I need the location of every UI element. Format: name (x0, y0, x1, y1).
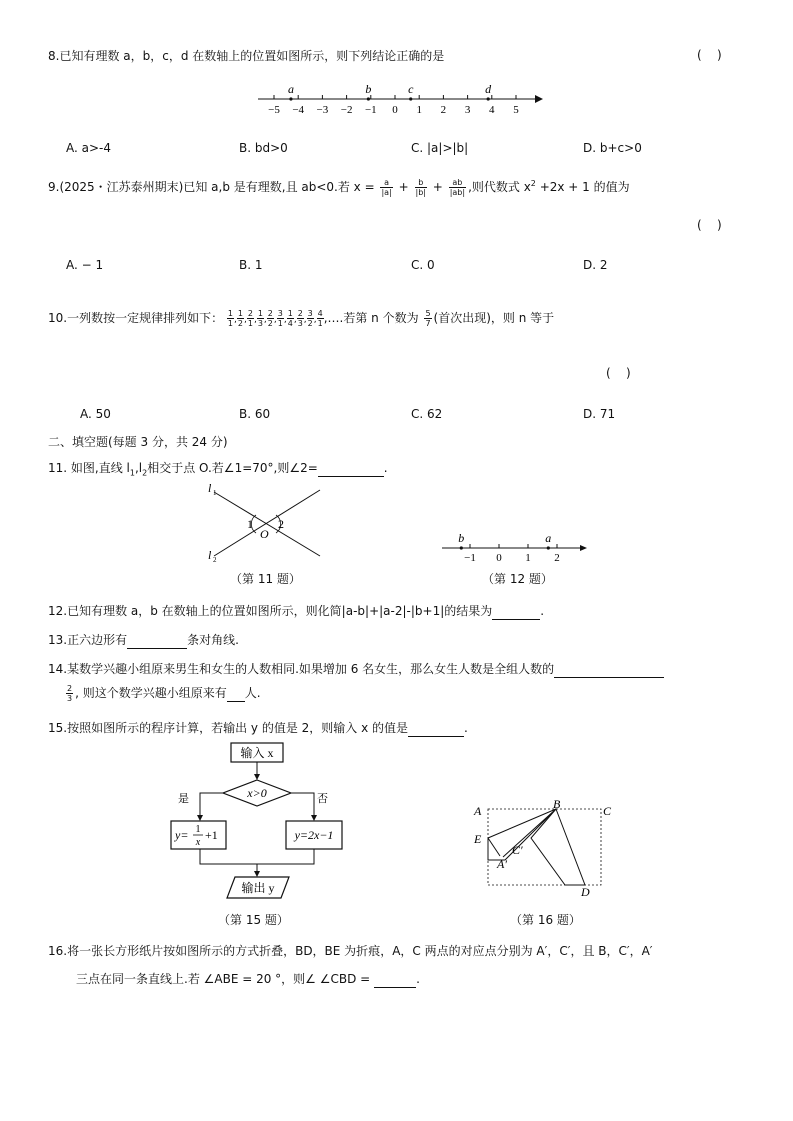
q10-seq-frac: $\frac{1}{4}$ (287, 309, 293, 328)
q13-post: 条对角线. (187, 633, 239, 647)
q14-stem-text: 14.某数学兴趣小组原来男生和女生的人数相同.如果增加 6 名女生，那么女生人数是全组人数的 (48, 662, 555, 676)
q10-target-frac: $\frac{5}{7}$ (425, 309, 431, 328)
q14-post: , 则这个数学兴趣小组原来有 (75, 686, 227, 700)
q10-option-b: B. 60 (239, 407, 271, 421)
q8-points (288, 82, 492, 101)
q11-label-l2: l (208, 548, 212, 562)
flow-left-post: +1 (205, 828, 218, 842)
q9-stem (48, 176, 630, 197)
q10-option-a: A. 50 (80, 407, 111, 421)
flow-merge (200, 849, 314, 864)
q14-frac: $\frac{2}{3}$ (67, 684, 73, 703)
q13-stem-text: 13.正六边形有 (48, 633, 128, 647)
q8-tick-label: −4 (292, 104, 305, 116)
q8-point-c (409, 97, 412, 100)
q12-caption: （第 12 题） (482, 572, 553, 586)
flow-yes-branch (200, 793, 223, 819)
q8-point-a (289, 97, 292, 100)
q15-end: . (464, 721, 468, 735)
q10-answer-paren: ( ) (606, 366, 631, 380)
q8-tick-label: −3 (316, 104, 329, 116)
q9-frac-2: $\frac{b}{|b|}$ (415, 178, 426, 197)
q16-figure (465, 795, 625, 905)
q10-seq-frac: $\frac{2}{3}$ (297, 309, 303, 328)
q8-tick-label: 1 (416, 104, 422, 116)
q16-line-2-text: 三点在同一条直线上.若 ∠ABE = 20 °，则∠ ∠CBD = (76, 972, 371, 986)
q15-caption: （第 15 题） (218, 913, 289, 927)
q16-line-ba (503, 809, 556, 857)
q11-end: . (383, 461, 388, 475)
q12-point-a (547, 546, 550, 549)
q11-label-l1-sub: 1 (213, 489, 217, 497)
q8-point-label: a (287, 82, 294, 96)
q8-tick-label: 4 (489, 104, 495, 116)
q8-point-label: d (485, 82, 492, 96)
flow-left-pre: y= (175, 828, 189, 842)
q9-answer-paren: ( ) (697, 218, 722, 232)
q11-stem (48, 460, 388, 481)
q9-option-a: A. − 1 (66, 258, 104, 272)
q8-tick-label: 3 (464, 104, 471, 116)
q9-option-d: D. 2 (583, 258, 608, 272)
q8-tick-label: 2 (440, 104, 447, 116)
q14-answer-blank-1[interactable] (554, 661, 664, 678)
q9-option-c: C. 0 (411, 258, 435, 272)
q8-option-c: C. |a|>|b| (411, 141, 469, 155)
q10-stem-post: (首次出现)，则 n 等于 (433, 311, 555, 325)
q10-sequence: $\frac{1}{1}$ , $\frac{1}{2}$ , $\frac{2}{1}$ , $\frac{1}{3}$ , $\frac{2}{2}$ , $\frac{3}{1}$ , $\frac{1}{4}$ , $\frac{2}{3}$ , $\frac{3}{2}$ , $\frac{4}{1}$ (227, 309, 323, 328)
q11-label-angle1: 1 (247, 517, 253, 531)
q15-stem-text: 15.按照如图所示的程序计算，若输出 y 的值是 2，则输入 x 的值是 (48, 721, 408, 735)
q8-tick-label: 0 (392, 104, 398, 116)
q16-stem: 16.将一张长方形纸片按如图所示的方式折叠，BD，BE 为折痕，A，C 两点的对应点分别为 A′，C′，且 B，C′，A′ (48, 944, 653, 958)
q10-seq-frac: $\frac{2}{1}$ (247, 309, 253, 328)
flow-condition-label: x>0 (247, 786, 267, 800)
q14-stem (48, 661, 664, 678)
q12-points (458, 531, 551, 550)
flow-left-num: 1 (195, 824, 201, 835)
q16-fold-cbd (531, 809, 585, 885)
q16-label-b: B (553, 797, 561, 811)
q11-label-l1: l (208, 481, 212, 495)
q11-sub1: 1 (129, 468, 135, 478)
q10-seq-frac: $\frac{1}{2}$ (237, 309, 243, 328)
q8-tick-label: −2 (340, 104, 353, 116)
q10-seq-frac: $\frac{3}{1}$ (277, 309, 283, 328)
q8-option-b: B. bd>0 (239, 141, 288, 155)
flow-input-label: 输入 x (240, 746, 274, 760)
q10-stem (48, 309, 554, 328)
q10-seq-frac: $\frac{1}{3}$ (257, 309, 263, 328)
q9-option-b: B. 1 (239, 258, 263, 272)
q16-label-a-prime: A′ (497, 857, 507, 871)
q8-point-label: b (365, 82, 372, 96)
q12-stem (48, 603, 544, 620)
q10-seq-frac: $\frac{2}{2}$ (267, 309, 273, 328)
q16-label-a: A (474, 804, 482, 818)
q12-tick-label: 1 (525, 552, 531, 564)
q11-comma: ,l (134, 461, 143, 475)
q8-point-label: c (408, 82, 414, 96)
q12-number-line (440, 530, 590, 566)
q15-answer-blank[interactable] (408, 720, 464, 737)
q12-point-label: b (458, 531, 465, 545)
q9-stem-post-b: +2x + 1 的值为 (535, 180, 630, 194)
q8-axis-arrow (535, 95, 543, 103)
q16-caption: （第 16 题） (510, 913, 581, 927)
q16-label-c-prime: C′ (512, 843, 523, 857)
q12-point-b (460, 546, 463, 549)
q12-tick-label: 0 (496, 552, 502, 564)
q9-frac-3: $\frac{ab}{|ab|}$ (449, 178, 466, 197)
flow-no-label: 否 (317, 793, 328, 805)
q8-option-a: A. a>-4 (66, 141, 111, 155)
q16-label-d: D (581, 885, 590, 899)
q8-option-d: D. b+c>0 (583, 141, 642, 155)
q12-tick-label: −1 (464, 552, 476, 564)
flow-left-den: x (195, 837, 201, 848)
q16-label-e: E (474, 832, 482, 846)
q10-stem-pre: 10.一列数按一定规律排列如下： (48, 311, 224, 325)
q10-option-c: C. 62 (411, 407, 443, 421)
q11-label-o: O (260, 527, 269, 541)
q14-end: 人. (244, 686, 261, 700)
q15-stem (48, 720, 468, 737)
q10-stem-mid: ,….若第 n 个数为 (323, 311, 419, 325)
q16-label-c: C (603, 804, 612, 818)
q9-stem-pre: 9.(2025・江苏泰州期末)已知 a,b 是有理数,且 ab<0.若 x = (48, 180, 375, 194)
q12-answer-blank[interactable] (492, 603, 540, 620)
q8-tick-label: −5 (268, 104, 280, 116)
q14-line-2 (64, 684, 261, 703)
q11-sub2: 2 (142, 468, 148, 478)
q8-answer-paren: ( ) (697, 48, 722, 62)
q8-point-b (367, 97, 370, 100)
q9-plus-1: + (398, 180, 409, 194)
q8-tick-label: 5 (513, 104, 519, 116)
q11-figure (198, 480, 328, 568)
q13-answer-blank[interactable] (127, 632, 187, 649)
flow-right-label: y=2x−1 (294, 828, 334, 842)
q13-stem (48, 632, 239, 649)
q12-end: . (540, 604, 545, 618)
q9-stem-post-a: ,则代数式 x (468, 180, 531, 194)
q16-end: . (416, 972, 420, 986)
q8-number-line (250, 80, 545, 120)
q10-seq-frac: $\frac{4}{1}$ (317, 309, 323, 328)
q8-tick-label: −1 (364, 104, 377, 116)
q11-label-angle2: 2 (278, 517, 284, 531)
q10-option-d: D. 71 (583, 407, 616, 421)
q11-stem-post: 相交于点 O.若∠1=70°,则∠2= (147, 461, 318, 475)
q11-stem-pre: 11. 如图,直线 l (48, 461, 130, 475)
q9-plus-2: + (432, 180, 443, 194)
q12-axis-arrow (580, 545, 587, 551)
section-2-heading: 二、填空题(每题 3 分，共 24 分) (48, 435, 228, 449)
flow-yes-label: 是 (178, 793, 189, 805)
q11-caption: （第 11 题） (230, 572, 301, 586)
q16-line-2 (76, 971, 420, 988)
q15-flowchart (165, 740, 355, 908)
q8-stem: 8.已知有理数 a，b，c，d 在数轴上的位置如图所示，则下列结论正确的是 (48, 49, 445, 63)
q11-answer-blank[interactable] (318, 460, 384, 477)
q16-answer-blank[interactable] (374, 971, 416, 988)
q8-point-d (487, 97, 490, 100)
q10-seq-frac: $\frac{1}{1}$ (227, 309, 234, 328)
q12-stem-text: 12.已知有理数 a，b 在数轴上的位置如图所示，则化简|a-b|+|a-2|-|b+1|的结果为 (48, 604, 493, 618)
q12-ticks (464, 544, 560, 564)
q8-ticks (268, 95, 519, 116)
q12-tick-label: 2 (554, 552, 560, 564)
q10-seq-frac: $\frac{3}{2}$ (307, 309, 313, 328)
q11-label-l2-sub: 2 (213, 556, 217, 564)
q14-answer-blank-2[interactable] (227, 685, 245, 702)
flow-no-branch (291, 793, 314, 819)
q12-point-label: a (545, 531, 552, 545)
q9-frac-1: $\frac{a}{|a|}$ (381, 178, 392, 197)
flow-output-label: 输出 y (241, 881, 275, 895)
q9-superscript: 2 (530, 179, 536, 188)
